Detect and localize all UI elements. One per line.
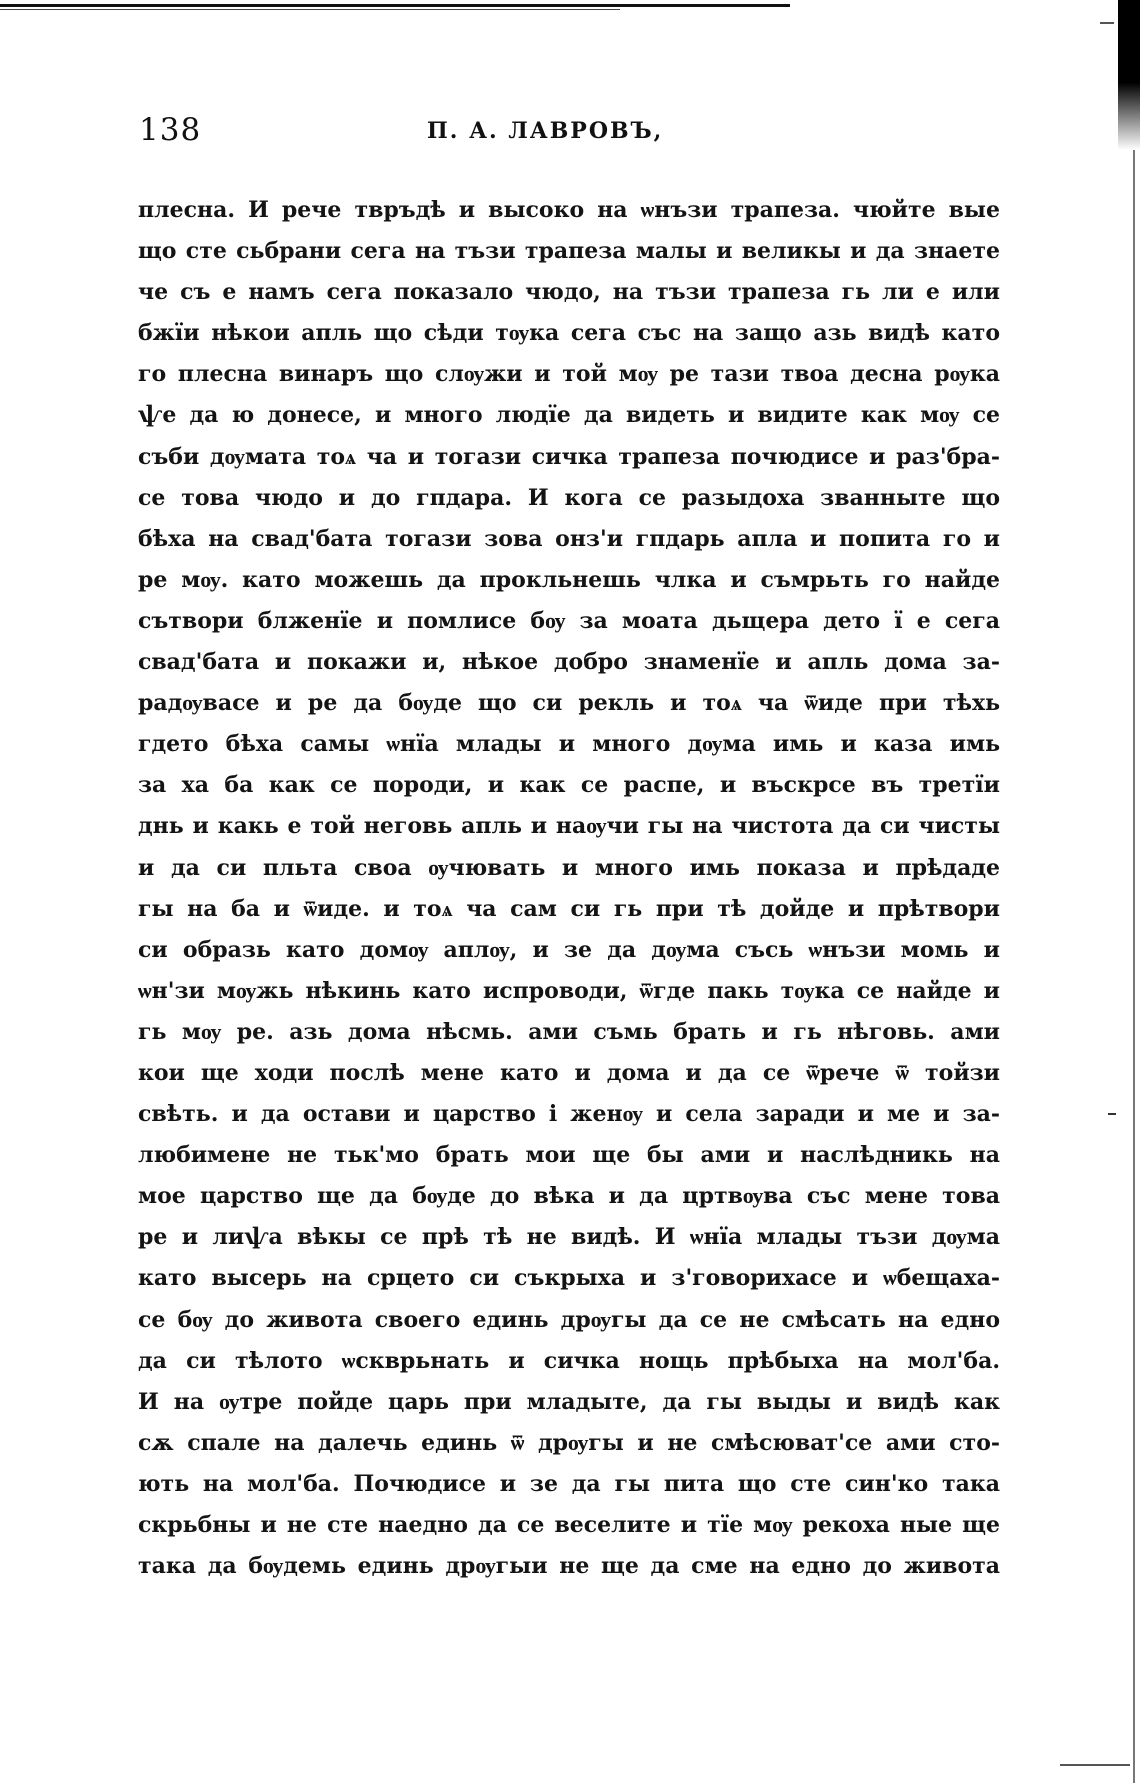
scan-edge-bottom (1060, 1764, 1130, 1766)
scan-mark (1108, 1113, 1116, 1115)
text-line: бжїи нѣкои апль що сѣди тѹка сега със на защо азь видѣ като (138, 320, 1000, 347)
text-line: се това чюдо и до гпдара. И кога се разыдоха званныте що (138, 484, 1000, 511)
text-line: гь мѹ ре. азь дома нѣсмь. ами съмь брать и гь нѣговь. ами (138, 1018, 1000, 1045)
scan-edge-right (1118, 0, 1140, 150)
text-line: свад'бата и покажи и, нѣкое добро знаменїе и апль дома за- (138, 649, 1000, 676)
text-line: като высерь на срцето си съкрыха и з'говорихасе и ѡбещахa- (138, 1265, 1000, 1292)
scan-edge-top (0, 4, 790, 7)
text-line: сътвори блженїе и помлисе бѹ за моата дьщера дето ї е сега (138, 607, 1000, 634)
text-line: така да бѹдемь единь дрѹгыи не ще да сме на едно до живота (138, 1553, 1000, 1580)
text-line: че съ е намъ сега показало чюдо, на тъзи трапеза гь ли е или (138, 279, 1000, 306)
text-line: да си тѣлото ѡскврьнать и сичка нощь прѣбыха на мол'ба. (138, 1347, 1000, 1374)
text-line: си образь като домѹ аплѹ, и зе да дѹма съсь ѡнъзи момь и (138, 936, 1000, 963)
scan-mark (1100, 22, 1114, 24)
text-line: свѣть. и да остави и царство і женѹ и села заради и ме и за- (138, 1101, 1000, 1128)
text-line: що сте сьбрани сега на тъзи трапеза малы и великы и да знаете (138, 238, 1000, 265)
text-line: съби дѹмата тоѧ ча и тогази сичка трапеза почюдисе и раз'бра- (138, 443, 1000, 470)
text-line: за ха ба как се породи, и как се распе, и въскрсе въ третїи (138, 772, 1000, 799)
text-line: и да си пльта своа ѹчювать и много имь показа и прѣдаде (138, 854, 1000, 881)
text-line: скрьбны и не сте наедно да се веселите и тїе мѹ рекоха ные ще (138, 1512, 1000, 1538)
text-line: сѫ спале на далечь единь ѿ дрѹгы и не смѣсюват'се ами сто- (138, 1429, 1000, 1456)
text-line: И на ѹтре пойде царь при младыте, да гы выды и видѣ как (138, 1388, 1000, 1415)
scan-edge-top-thin (0, 9, 620, 10)
scan-edge-right-line (1133, 150, 1135, 1783)
text-line: гы на ба и ѿиде. и тоѧ ча сам си гь при тѣ дойде и прѣтвори (138, 895, 1000, 922)
text-line: се бѹ до живота своего единь дрѹгы да се не смѣсать на едно (138, 1306, 1000, 1333)
body-text (138, 190, 1000, 1750)
text-line: кои ще ходи послѣ мене като и дома и да се ѿрече ѿ тойзи (138, 1059, 1000, 1086)
running-head: П. А. ЛАВРОВЪ, (427, 118, 664, 144)
text-line: бѣха на свад'бата тогази зова онз'и гпдарь апла и попита го и (138, 525, 1000, 552)
page-header (139, 112, 1019, 162)
text-line: любимене не тьк'мо брать мои ще бы ами и наслѣдникь на (138, 1142, 1000, 1169)
text-line: гдето бѣха самы ѡнїа млады и много дѹма имь и каза имь (138, 731, 1000, 758)
page-number: 138 (139, 112, 202, 148)
text-line: ѱе да ю донесе, и много людїе да видеть и видите как мѹ се (138, 402, 1000, 429)
text-line: плесна. И рече твръдѣ и высоко на ѡнъзи трапеза. чюйте вые (138, 197, 1000, 223)
text-line: мое царство ще да бѹде до вѣка и да цртвѹва със мене това (138, 1183, 1000, 1210)
text-line: ре и лиѱа вѣкы се прѣ тѣ не видѣ. И ѡнїа млады тъзи дѹма (138, 1224, 1000, 1251)
text-line: ють на мол'ба. Почюдисе и зе да гы пита що сте син'ко така (138, 1470, 1000, 1497)
text-line: го плесна винаръ що слѹжи и той мѹ ре тази твоа десна рѹка (138, 361, 1000, 388)
text-line: радѹвасе и ре да бѹде що си рекль и тоѧ ча ѿиде при тѣхь (138, 690, 1000, 717)
text-line: ре мѹ. като можешь да прокльнешь члка и съмрьть го найде (138, 566, 1000, 593)
text-line: ѡн'зи мѹжь нѣкинь като испроводи, ѿгде пакь тѹка се найде и (138, 977, 1000, 1004)
text-line: днь и какь е той неговь апль и наѹчи гы на чистота да си чисты (138, 813, 1000, 840)
